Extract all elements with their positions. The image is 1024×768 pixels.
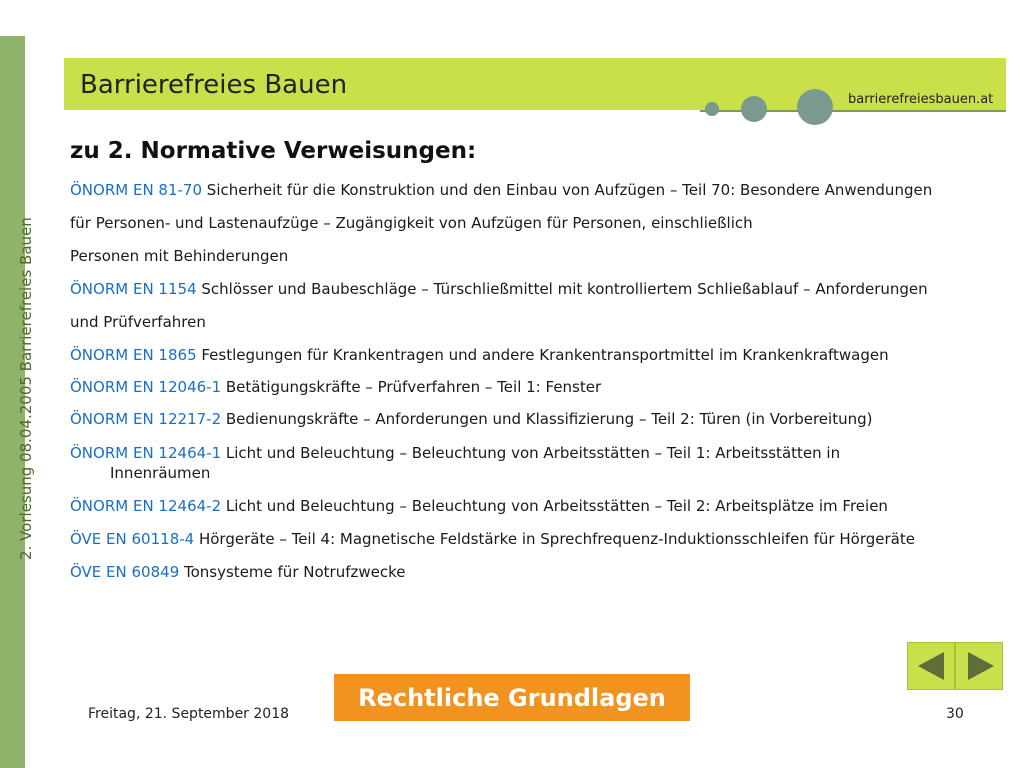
norm-text: Bedienungskräfte – Anforderungen und Klassifizierung – Teil 2: Türen (in Vorbereitung) <box>221 410 873 428</box>
norm-id: ÖNORM EN 12217-2 <box>70 410 222 428</box>
norm-continuation: Innenräumen <box>110 464 211 482</box>
site-url: barrierefreiesbauen.at <box>848 92 994 107</box>
norm-line <box>70 280 928 298</box>
norm-id: ÖNORM EN 1865 <box>70 346 197 364</box>
norm-line <box>70 346 889 364</box>
norm-line <box>70 410 872 428</box>
norm-id: ÖNORM EN 81-70 <box>70 181 203 199</box>
norm-text: Festlegungen für Krankentragen und andere Krankentransportmittel im Krankenkraftwagen <box>196 346 889 364</box>
norm-text: Hörgeräte – Teil 4: Magnetische Feldstärke in Sprechfrequenz-Induktionsschleifen für Hörgeräte <box>194 530 915 548</box>
norm-line <box>70 378 601 396</box>
norm-text: Sicherheit für die Konstruktion und den Einbau von Aufzügen – Teil 70: Besondere Anwendungen <box>202 181 933 199</box>
norm-id: ÖVE EN 60849 <box>70 563 180 581</box>
norm-line <box>70 247 288 265</box>
section-label-button[interactable] <box>334 674 690 721</box>
norm-text: und Prüfverfahren <box>70 313 206 331</box>
norm-line <box>70 181 932 199</box>
triangle-left-icon <box>918 652 944 680</box>
next-button[interactable] <box>955 642 1003 690</box>
norm-text: Licht und Beleuchtung – Beleuchtung von Arbeitsstätten – Teil 1: Arbeitsstätten in <box>221 444 841 462</box>
norm-line <box>70 563 405 581</box>
norm-id: ÖVE EN 60118-4 <box>70 530 195 548</box>
decor-dot-small <box>705 102 719 116</box>
norm-id: ÖNORM EN 12464-1 <box>70 444 222 462</box>
norm-text: Betätigungskräfte – Prüfverfahren – Teil 1: Fenster <box>221 378 602 396</box>
norm-text: Tonsysteme für Notrufzwecke <box>179 563 406 581</box>
norm-line <box>70 497 888 515</box>
norm-line <box>70 444 840 462</box>
norm-id: ÖNORM EN 12046-1 <box>70 378 222 396</box>
footer-date: Freitag, 21. September 2018 <box>88 706 290 722</box>
prev-button[interactable] <box>907 642 955 690</box>
section-label-text: Rechtliche Grundlagen <box>358 683 666 712</box>
page-number: 30 <box>946 706 964 722</box>
page-title: Barrierefreies Bauen <box>80 70 348 100</box>
norm-line <box>70 530 915 548</box>
sidebar-caption: 2. Vorlesung 08.04.2005 Barrierefreies Bauen <box>17 217 35 560</box>
norm-text: Personen mit Behinderungen <box>70 247 289 265</box>
section-heading: zu 2. Normative Verweisungen: <box>70 138 477 164</box>
decor-dot-medium <box>741 96 767 122</box>
norm-line <box>70 313 206 331</box>
norm-text: Schlösser und Baubeschläge – Türschließmittel mit kontrolliertem Schließablauf – Anforderungen <box>196 280 928 298</box>
norm-text: für Personen- und Lastenaufzüge – Zugängigkeit von Aufzügen für Personen, einschließlich <box>70 214 753 232</box>
norm-line <box>70 214 753 232</box>
triangle-right-icon <box>968 652 994 680</box>
norm-id: ÖNORM EN 1154 <box>70 280 197 298</box>
norm-id: ÖNORM EN 12464-2 <box>70 497 222 515</box>
decor-dot-large <box>797 89 833 125</box>
norm-text: Licht und Beleuchtung – Beleuchtung von Arbeitsstätten – Teil 2: Arbeitsplätze im Freien <box>221 497 888 515</box>
